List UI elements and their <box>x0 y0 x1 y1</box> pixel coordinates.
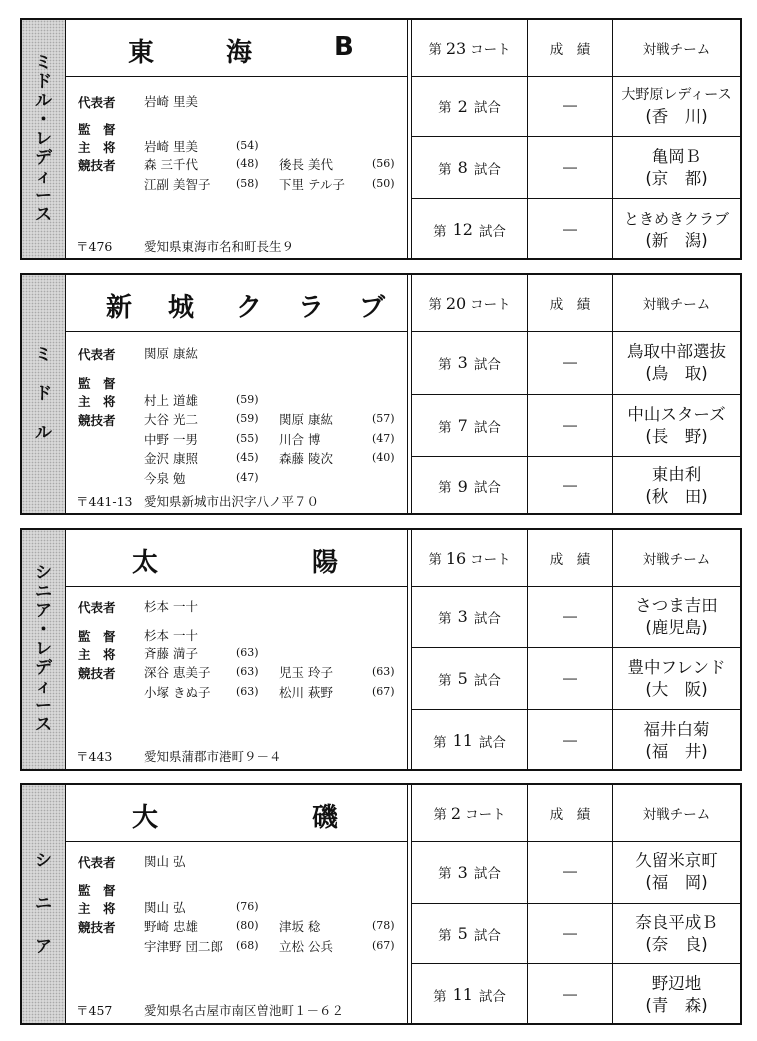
category-char: ミ <box>35 344 52 365</box>
category-char: ス <box>35 204 52 225</box>
representative-label: 代表者 <box>78 347 116 362</box>
category-char: ー <box>35 185 52 206</box>
category-char: ニ <box>35 582 52 602</box>
player-age: (67) <box>372 939 395 952</box>
match-row <box>412 648 740 710</box>
team-name-char: 太 <box>132 548 159 578</box>
court-number: 第 2 コート <box>433 803 506 823</box>
player-age: (63) <box>236 665 259 678</box>
captain-age: (59) <box>236 393 259 406</box>
match-result: ― <box>563 417 577 434</box>
result-header: 成 績 <box>549 42 591 58</box>
category-char: ア <box>35 936 52 957</box>
category-column <box>22 20 66 258</box>
captain-age: (76) <box>236 900 259 913</box>
captain-name: 斉藤 満子 <box>144 646 198 661</box>
captain-label: 主 将 <box>78 647 116 662</box>
court-number: 第 23 コート <box>428 38 511 58</box>
category-column <box>22 530 66 769</box>
player-name: 野崎 忠雄 <box>144 919 198 934</box>
category-char: シ <box>35 563 52 583</box>
opponent-header: 対戦チーム <box>642 42 711 58</box>
schedule <box>412 275 740 513</box>
match-row <box>412 395 740 457</box>
match-result: ― <box>563 864 577 880</box>
representative-label: 代表者 <box>78 95 116 110</box>
captain-name: 村上 道雄 <box>144 393 198 408</box>
player-age: (56) <box>372 157 395 170</box>
category-char: ィ <box>35 166 52 187</box>
team-name-char: 新 <box>106 293 133 323</box>
match-row <box>412 710 740 771</box>
team-name-char: ク <box>236 293 263 323</box>
match-number: 第 5 試合 <box>438 669 501 689</box>
team-name-char: 陽 <box>312 548 339 578</box>
opponent-team: ときめきクラブ (新 潟) <box>623 209 729 250</box>
team-name-char: 大 <box>132 803 159 833</box>
match-row <box>412 137 740 199</box>
schedule <box>412 530 740 769</box>
match-row <box>412 76 740 137</box>
schedule-header <box>412 275 740 332</box>
player-name: 深谷 恵美子 <box>144 665 211 680</box>
opponent-team: 亀岡Ｂ (京 都) <box>645 146 708 188</box>
team-name-char: 磯 <box>312 803 339 833</box>
player-name: 関原 康紘 <box>279 412 333 427</box>
representative-name: 関原 康紘 <box>144 346 198 361</box>
player-age: (47) <box>236 471 259 484</box>
address: 愛知県東海市名和町長生９ <box>144 239 295 254</box>
address: 愛知県名古屋市南区曽池町１－６２ <box>144 1003 345 1018</box>
category-char: ミ <box>35 52 52 73</box>
result-header: 成 績 <box>549 552 591 568</box>
team-name-char: 海 <box>226 38 253 68</box>
category-column <box>22 785 66 1023</box>
opponent-header: 対戦チーム <box>642 297 711 313</box>
postal-code: 〒441-13 <box>76 494 133 509</box>
player-age: (68) <box>236 939 259 952</box>
match-number: 第 11 試合 <box>433 985 506 1005</box>
player-name: 下里 テル子 <box>279 177 345 192</box>
player-name: 大谷 光二 <box>144 412 198 427</box>
category-char: ル <box>35 422 52 443</box>
player-name: 江副 美智子 <box>144 177 211 192</box>
player-name: 松川 萩野 <box>279 685 333 700</box>
representative-name: 岩崎 里美 <box>144 94 198 109</box>
address: 愛知県新城市出沢字八ノ平７０ <box>144 494 320 509</box>
match-number: 第 3 試合 <box>438 353 501 373</box>
postal-code: 〒457 <box>76 1003 113 1018</box>
opponent-team: 野辺地 (青 森) <box>645 973 708 1015</box>
match-number: 第 9 試合 <box>438 476 501 496</box>
category-char: ア <box>35 601 52 621</box>
opponent-team: さつま吉田 (鹿児島) <box>635 595 718 637</box>
match-number: 第 12 試合 <box>433 220 506 240</box>
player-age: (47) <box>372 432 395 445</box>
match-result: ― <box>563 608 577 625</box>
players-label: 競技者 <box>78 666 116 681</box>
player-age: (40) <box>372 451 395 464</box>
player-age: (78) <box>372 919 395 932</box>
player-age: (45) <box>236 451 259 464</box>
manager-label: 監 督 <box>78 122 116 137</box>
match-result: ― <box>563 732 577 749</box>
captain-age: (63) <box>236 646 259 659</box>
match-number: 第 3 試合 <box>438 862 501 882</box>
team-name-char: 城 <box>168 293 195 323</box>
player-name: 後長 美代 <box>279 157 333 172</box>
opponent-team: 東由利 (秋 田) <box>645 465 708 506</box>
postal-code: 〒476 <box>76 239 113 254</box>
manager-name: 杉本 一十 <box>144 628 198 643</box>
match-result: ― <box>563 98 577 114</box>
category-char: ・ <box>35 109 52 130</box>
player-name: 児玉 玲子 <box>279 665 333 680</box>
match-row <box>412 457 740 515</box>
team-info <box>66 20 407 258</box>
team-info <box>66 785 407 1023</box>
player-name: 津坂 稔 <box>279 919 321 934</box>
schedule <box>412 20 740 258</box>
match-number: 第 2 試合 <box>438 96 501 116</box>
match-row <box>412 586 740 648</box>
match-result: ― <box>563 670 577 687</box>
captain-label: 主 将 <box>78 140 116 155</box>
match-result: ― <box>563 354 577 371</box>
match-row <box>412 964 740 1025</box>
player-age: (67) <box>372 685 395 698</box>
match-row <box>412 904 740 964</box>
manager-label: 監 督 <box>78 376 116 391</box>
captain-label: 主 将 <box>78 394 116 409</box>
match-result: ― <box>563 221 577 238</box>
player-age: (57) <box>372 412 395 425</box>
player-age: (80) <box>236 919 259 932</box>
team-name-char: ブ <box>359 293 386 323</box>
match-row <box>412 331 740 395</box>
match-number: 第 11 試合 <box>433 731 506 751</box>
address: 愛知県蒲郡市港町９－４ <box>144 749 282 764</box>
opponent-team: 豊中フレンド (大 阪) <box>627 657 726 699</box>
category-char: レ <box>35 639 52 659</box>
representative-name: 杉本 一十 <box>144 599 198 614</box>
manager-label: 監 督 <box>78 629 116 644</box>
match-result: ― <box>563 159 577 176</box>
match-number: 第 8 試合 <box>438 158 501 178</box>
match-result: ― <box>563 478 577 494</box>
match-result: ― <box>563 986 577 1003</box>
match-number: 第 5 試合 <box>438 924 501 944</box>
category-column <box>22 275 66 513</box>
team-name <box>66 785 407 842</box>
captain-label: 主 将 <box>78 901 116 916</box>
match-row <box>412 841 740 904</box>
category-char: ス <box>35 715 52 735</box>
category-char: ド <box>35 383 52 404</box>
schedule-header <box>412 530 740 587</box>
category-char: ル <box>35 90 52 111</box>
player-age: (55) <box>236 432 259 445</box>
schedule <box>412 785 740 1023</box>
captain-age: (54) <box>236 139 259 152</box>
player-age: (63) <box>372 665 395 678</box>
opponent-team: 奈良平成Ｂ (奈 良) <box>635 912 718 954</box>
team-name-char: B <box>334 32 354 62</box>
representative-label: 代表者 <box>78 855 116 870</box>
category-char: ・ <box>35 620 52 640</box>
team-info <box>66 530 407 769</box>
category-char: ニ <box>35 893 52 914</box>
team-card-oiso <box>20 783 742 1025</box>
players-label: 競技者 <box>78 413 116 428</box>
team-name <box>66 530 407 587</box>
team-card-shinshiro-club <box>20 273 742 515</box>
captain-name: 関山 弘 <box>144 900 186 915</box>
team-name <box>66 20 407 77</box>
team-name-char: ラ <box>298 293 325 323</box>
opponent-team: 大野原レディース (香 川) <box>621 87 732 126</box>
match-number: 第 3 試合 <box>438 607 501 627</box>
player-name: 森藤 陵次 <box>279 451 333 466</box>
team-name-char: 東 <box>128 38 155 68</box>
team-info <box>66 275 407 513</box>
representative-name: 関山 弘 <box>144 854 186 869</box>
opponent-header: 対戦チーム <box>642 807 711 823</box>
team-card-taiyo <box>20 528 742 771</box>
match-number: 第 7 試合 <box>438 416 501 436</box>
match-result: ― <box>563 925 577 942</box>
category-char: レ <box>35 128 52 149</box>
player-age: (58) <box>236 177 259 190</box>
players-label: 競技者 <box>78 920 116 935</box>
player-name: 小塚 きぬ子 <box>144 685 211 700</box>
opponent-team: 福井白菊 (福 井) <box>643 719 710 761</box>
player-age: (48) <box>236 157 259 170</box>
opponent-header: 対戦チーム <box>642 552 711 568</box>
player-name: 宇津野 団二郎 <box>144 939 223 954</box>
opponent-team: 久留米京町 (福 岡) <box>635 851 718 892</box>
schedule-header <box>412 20 740 77</box>
postal-code: 〒443 <box>76 749 113 764</box>
category-char: シ <box>35 850 52 871</box>
category-char: ー <box>35 696 52 716</box>
player-age: (50) <box>372 177 395 190</box>
category-char: ィ <box>35 677 52 697</box>
team-card-tokai-b <box>20 18 742 260</box>
player-name: 金沢 康照 <box>144 451 198 466</box>
player-name: 森 三千代 <box>144 157 198 172</box>
player-age: (63) <box>236 685 259 698</box>
manager-label: 監 督 <box>78 883 116 898</box>
category-char: デ <box>35 147 52 168</box>
players-label: 競技者 <box>78 158 116 173</box>
court-number: 第 16 コート <box>428 548 511 568</box>
player-name: 立松 公兵 <box>279 939 333 954</box>
representative-label: 代表者 <box>78 600 116 615</box>
captain-name: 岩崎 里美 <box>144 139 198 154</box>
player-name: 川合 博 <box>279 432 321 447</box>
category-char: ド <box>35 71 52 92</box>
result-header: 成 績 <box>549 297 591 313</box>
opponent-team: 中山スターズ (長 野) <box>627 404 726 446</box>
player-age: (59) <box>236 412 259 425</box>
result-header: 成 績 <box>549 807 591 823</box>
team-name <box>66 275 407 332</box>
court-number: 第 20 コート <box>428 293 511 313</box>
player-name: 今泉 勉 <box>144 471 186 486</box>
category-char: デ <box>35 658 52 678</box>
player-name: 中野 一男 <box>144 432 198 447</box>
schedule-header <box>412 785 740 842</box>
match-row <box>412 199 740 260</box>
opponent-team: 鳥取中部選抜 (鳥 取) <box>627 341 726 383</box>
